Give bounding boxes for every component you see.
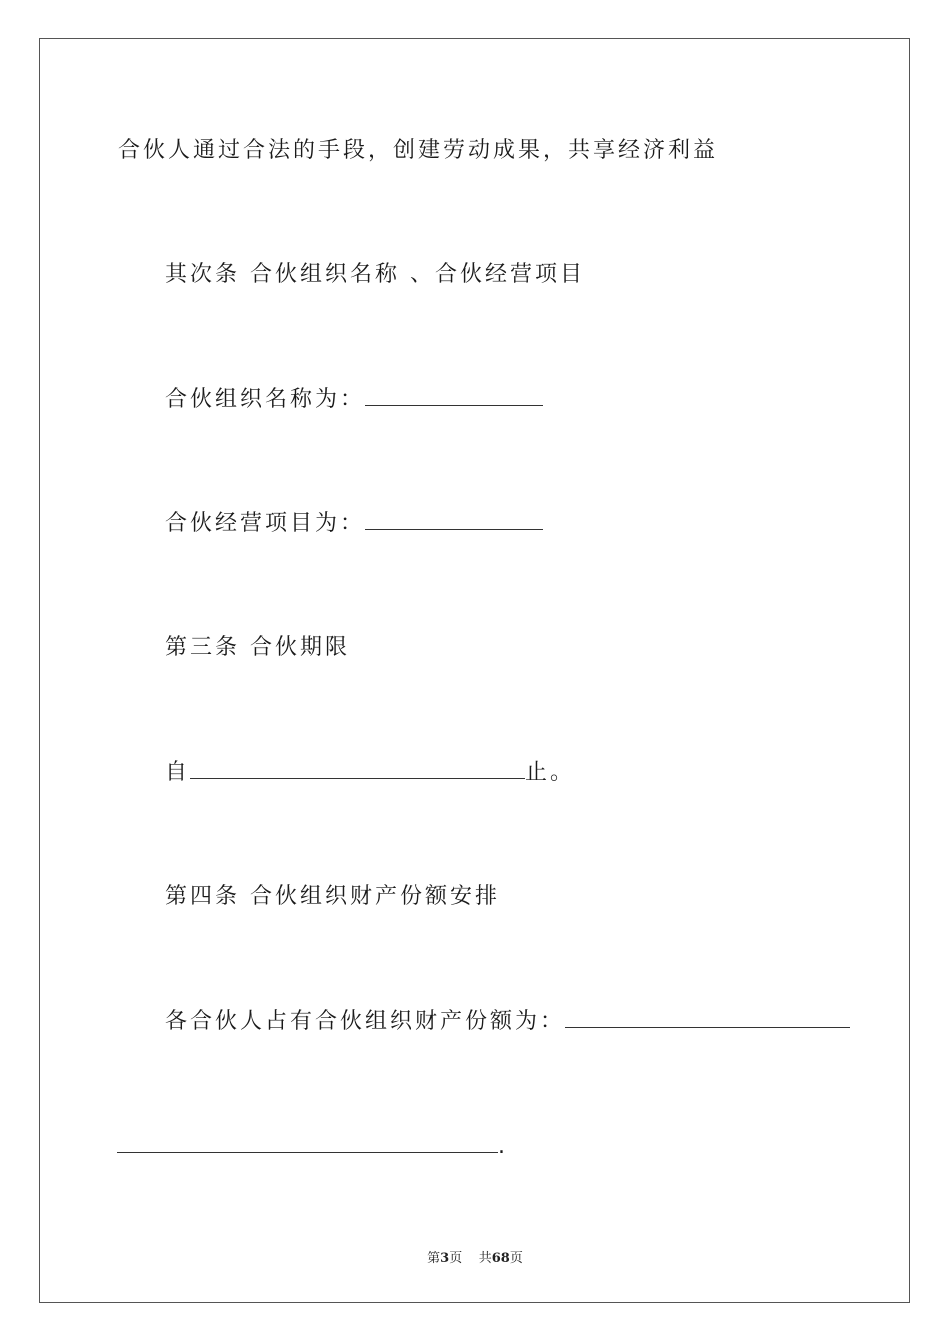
share-label: 各合伙人占有合伙组织财产份额为：: [165, 1009, 566, 1034]
article-2-heading: [165, 260, 585, 290]
business-item-line: [165, 509, 543, 539]
purpose-text: 合伙人通过合法的手段，创建劳动成果，共享经济利益: [118, 138, 719, 163]
org-name-label: 合伙组织名称为：: [165, 387, 366, 412]
footer-page-suffix: 页: [449, 1251, 463, 1266]
term-end-label: 止。: [525, 760, 576, 785]
article-4-text: 第四条 合伙组织财产份额安排: [165, 884, 500, 909]
article-2-text: 其次条 合伙组织名称 、合伙经营项目: [165, 262, 585, 287]
share-continuation-blank[interactable]: [117, 1132, 498, 1153]
article-3-heading: [165, 633, 350, 663]
term-from-label: 自: [165, 760, 191, 785]
org-name-line: [165, 385, 543, 415]
footer-total-suffix: 页: [509, 1251, 523, 1266]
article-4-heading: [165, 882, 500, 912]
share-continuation-line: [117, 1132, 508, 1162]
org-name-blank[interactable]: [365, 385, 543, 406]
article-3-text: 第三条 合伙期限: [165, 635, 350, 660]
business-item-label: 合伙经营项目为：: [165, 511, 366, 536]
share-blank[interactable]: [565, 1007, 850, 1028]
footer-page-number: 3: [440, 1251, 450, 1266]
business-item-blank[interactable]: [365, 509, 543, 530]
page-frame: [39, 38, 910, 1303]
footer-total-prefix: 共: [478, 1251, 492, 1266]
share-line: [165, 1007, 850, 1037]
term-blank[interactable]: [190, 758, 525, 779]
page-footer: [0, 1247, 950, 1266]
paragraph-purpose: [118, 136, 718, 166]
footer-total-number: 68: [491, 1251, 510, 1266]
term-line: [165, 758, 575, 788]
footer-page-prefix: 第: [427, 1251, 441, 1266]
share-continuation-end: .: [498, 1134, 508, 1159]
